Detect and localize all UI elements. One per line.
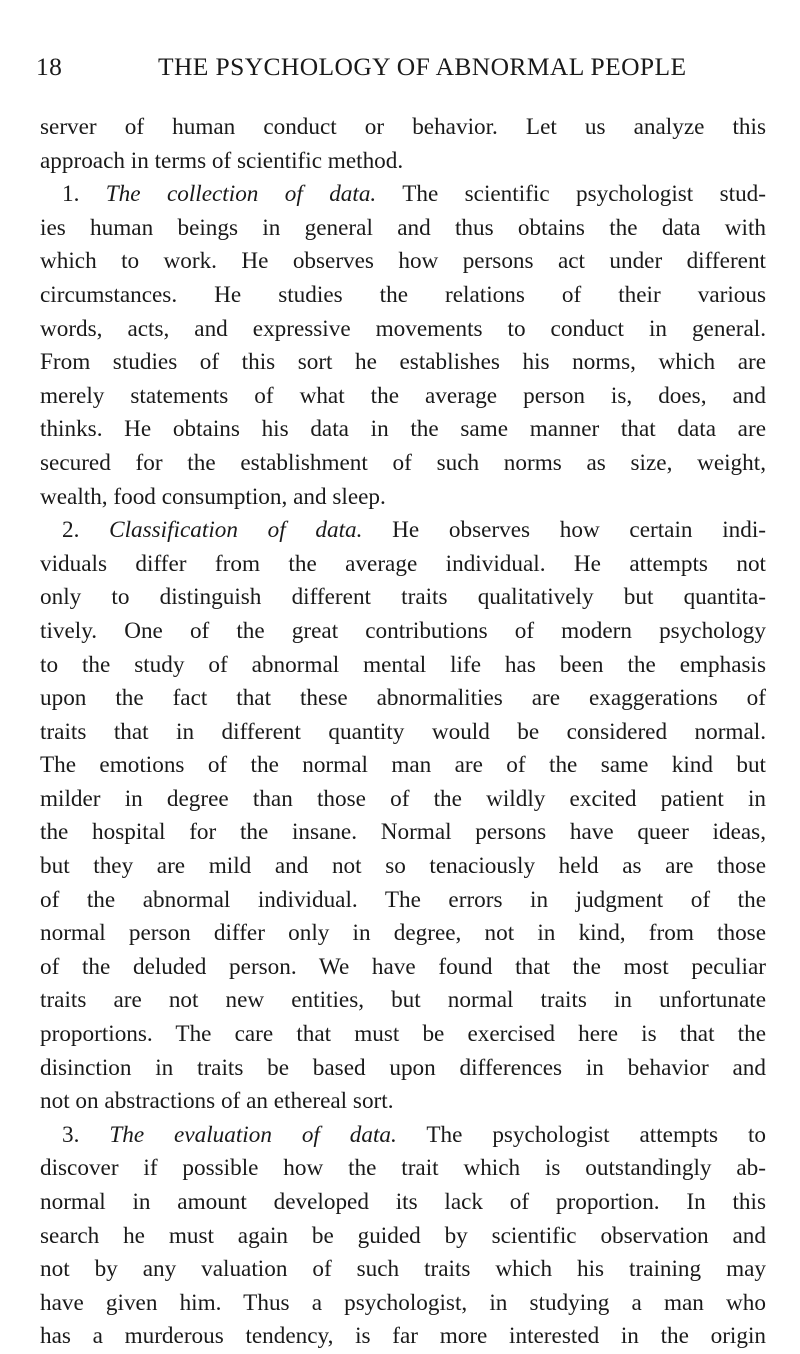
line-text: words, acts, and expressive movements to conduct in general. bbox=[40, 315, 766, 342]
section-heading: Classification of data. bbox=[109, 517, 363, 544]
line-text: normal person differ only in degree, not in kind, from those bbox=[40, 920, 766, 947]
text-line bbox=[40, 682, 766, 716]
line-text: wealth, food consumption, and sleep. bbox=[40, 483, 386, 510]
text-line bbox=[40, 313, 766, 347]
text-line bbox=[40, 716, 766, 750]
text-line bbox=[40, 884, 766, 918]
text-line bbox=[40, 1085, 766, 1119]
line-text: The psychologist attempts to bbox=[396, 1121, 766, 1148]
line-text: have given him. Thus a psychologist, in studying a man who bbox=[40, 1289, 766, 1316]
line-text: ies human beings in general and thus obtains the data with bbox=[40, 214, 766, 241]
line-text: tively. One of the great contributions of modern psychology bbox=[40, 617, 766, 644]
line-text: has a murderous tendency, is far more interested in the origin bbox=[40, 1323, 766, 1350]
line-text: He observes how certain indi- bbox=[362, 517, 766, 544]
line-text: but they are mild and not so tenaciously held as are those bbox=[40, 853, 766, 880]
line-text: the hospital for the insane. Normal persons have queer ideas, bbox=[40, 819, 766, 846]
text-line bbox=[40, 447, 766, 481]
line-text: server of human conduct or behavior. Let us analyze this bbox=[40, 114, 766, 140]
section-heading: The evaluation of data. bbox=[109, 1121, 397, 1148]
line-text: to the study of abnormal mental life has been the emphasis bbox=[40, 651, 766, 678]
line-text: only to distinguish different traits qualitatively but quantita- bbox=[40, 584, 766, 611]
line-text: not on abstractions of an ethereal sort. bbox=[40, 1088, 394, 1115]
line-text: upon the fact that these abnormalities are exaggerations of bbox=[40, 685, 766, 712]
line-text: secured for the establishment of such norms as size, weight, bbox=[40, 449, 766, 476]
text-line bbox=[40, 850, 766, 884]
line-text: discover if possible how the trait which is outstandingly ab- bbox=[40, 1155, 766, 1182]
paragraph-start-line bbox=[40, 1119, 766, 1153]
line-text: search he must again be guided by scientific observation and bbox=[40, 1222, 766, 1249]
line-text: thinks. He obtains his data in the same manner that data are bbox=[40, 416, 766, 443]
line-text: disinction in traits be based upon differences in behavior and bbox=[40, 1054, 766, 1081]
text-line bbox=[40, 1186, 766, 1220]
running-head: THE PSYCHOLOGY OF ABNORMAL PEOPLE bbox=[158, 52, 687, 81]
line-text: merely statements of what the average person is, does, and bbox=[40, 382, 766, 409]
line-text: traits that in different quantity would be considered normal. bbox=[40, 718, 766, 745]
text-line bbox=[40, 816, 766, 850]
page-header bbox=[36, 52, 760, 92]
text-line bbox=[40, 984, 766, 1018]
line-text: of the abnormal individual. The errors in judgment of the bbox=[40, 886, 766, 913]
text-line bbox=[40, 581, 766, 615]
line-text: not by any valuation of such traits which his training may bbox=[40, 1256, 766, 1283]
line-text: milder in degree than those of the wildly excited patient in bbox=[40, 785, 766, 812]
line-text: approach in terms of scientific method. bbox=[40, 147, 404, 174]
text-line bbox=[40, 951, 766, 985]
text-line bbox=[40, 111, 766, 145]
text-line bbox=[40, 481, 766, 515]
line-text: viduals differ from the average individual. He attempts not bbox=[40, 550, 766, 577]
line-text: proportions. The care that must be exercised here is that the bbox=[40, 1021, 766, 1048]
text-line bbox=[40, 1320, 766, 1354]
text-line bbox=[40, 615, 766, 649]
list-number: 1. bbox=[62, 181, 106, 208]
section-heading: The collection of data. bbox=[105, 181, 377, 208]
text-line bbox=[40, 1287, 766, 1321]
text-line bbox=[40, 548, 766, 582]
paragraph-start-line bbox=[40, 514, 766, 548]
text-line bbox=[40, 783, 766, 817]
line-text: The emotions of the normal man are of the same kind but bbox=[40, 752, 766, 779]
text-line bbox=[40, 346, 766, 380]
text-line bbox=[40, 145, 766, 179]
text-line bbox=[40, 1220, 766, 1254]
list-number: 2. bbox=[62, 517, 110, 544]
line-text: of the deluded person. We have found that the most peculiar bbox=[40, 953, 766, 980]
body-text bbox=[40, 111, 766, 1354]
text-line bbox=[40, 413, 766, 447]
text-line bbox=[40, 749, 766, 783]
text-line bbox=[40, 1152, 766, 1186]
line-text: circumstances. He studies the relations of their various bbox=[40, 281, 766, 308]
line-text: traits are not new entities, but normal traits in unfortunate bbox=[40, 987, 766, 1014]
text-line bbox=[40, 380, 766, 414]
page-number: 18 bbox=[36, 52, 63, 81]
text-line bbox=[40, 917, 766, 951]
list-number: 3. bbox=[62, 1121, 110, 1148]
text-line bbox=[40, 245, 766, 279]
line-text: which to work. He observes how persons act under different bbox=[40, 248, 766, 275]
text-line bbox=[40, 279, 766, 313]
paragraph-start-line bbox=[40, 178, 766, 212]
text-line bbox=[40, 212, 766, 246]
text-line bbox=[40, 1018, 766, 1052]
line-text: normal in amount developed its lack of proportion. In this bbox=[40, 1189, 766, 1215]
line-text: From studies of this sort he establishes his norms, which are bbox=[40, 349, 766, 376]
text-line bbox=[40, 1253, 766, 1287]
text-line bbox=[40, 1052, 766, 1086]
text-line bbox=[40, 649, 766, 683]
line-text: The scientific psychologist stud- bbox=[376, 181, 766, 208]
